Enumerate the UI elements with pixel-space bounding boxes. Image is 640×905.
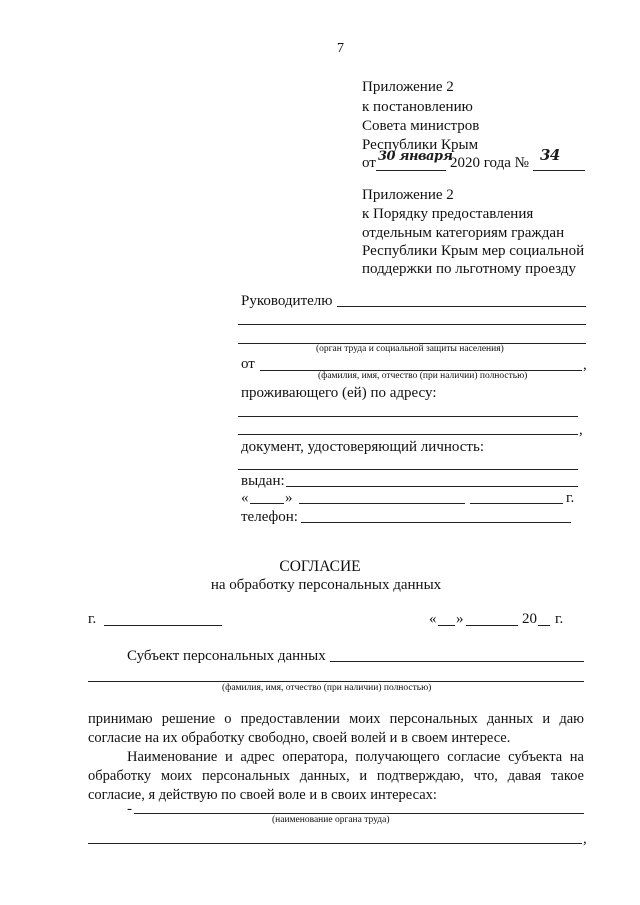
phone-label: телефон: [241, 509, 298, 525]
appendix-2-line: Республики Крым мер социальной [362, 243, 585, 259]
year-prefix: 20 [522, 611, 537, 627]
to-field-line-2[interactable] [238, 324, 586, 325]
appendix-1-line: Совета министров [362, 118, 480, 134]
to-label: Руководителю [241, 293, 333, 309]
handwritten-date: 30 января [378, 149, 453, 164]
fio-caption: (фамилия, имя, отчество (при наличии) полностью) [318, 371, 528, 381]
issue-date-close-quote: » [285, 490, 293, 506]
document-subtitle: на обработку персональных данных [210, 577, 442, 593]
to-field[interactable] [337, 306, 586, 307]
address-field-line-1[interactable] [238, 416, 578, 417]
appendix-2-line: поддержки по льготному проезду [362, 261, 577, 277]
issue-day-field[interactable] [250, 503, 284, 504]
page-number: 7 [337, 41, 344, 56]
quote-open: « [429, 611, 437, 627]
city-field[interactable] [104, 625, 222, 626]
city-prefix: г. [88, 611, 97, 627]
paragraph-1-line-1: принимаю решение о предоставлении моих персональных данных и даю [88, 711, 584, 727]
document-label: документ, удостоверяющий личность: [241, 439, 484, 455]
issued-label: выдан: [241, 473, 285, 489]
date-year-number: 2020 года № [450, 155, 529, 171]
number-underline [533, 170, 585, 171]
operator-address-field[interactable] [88, 843, 582, 844]
paragraph-2-line-3: согласие, я действую по своей воле и в своих интересах: [88, 787, 437, 803]
from-comma: , [583, 357, 587, 373]
org-caption: (орган труда и социальной защиты населения) [316, 344, 504, 354]
address-comma: , [579, 422, 583, 438]
appendix-2-line: отдельным категориям граждан [362, 225, 565, 241]
subject-field-line-2[interactable] [88, 681, 584, 682]
year-suffix: г. [555, 611, 564, 627]
quote-close: » [456, 611, 464, 627]
operator-field[interactable] [134, 813, 584, 814]
subject-field[interactable] [330, 661, 584, 662]
paragraph-2-line-2: обработку моих персональных данных, и подтверждаю, что, давая такое [88, 768, 584, 784]
appendix-1-line: к постановлению [362, 99, 473, 115]
issue-date-open-quote: « [241, 490, 249, 506]
address-label: проживающего (ей) по адресу: [241, 385, 437, 401]
date-underline [376, 170, 446, 171]
operator-caption: (наименование органа труда) [272, 815, 390, 825]
subject-label: Субъект персональных данных [127, 648, 326, 664]
paragraph-2-line-1: Наименование и адрес оператора, получающего согласие субъекта на [127, 749, 584, 765]
document-field[interactable] [238, 469, 578, 470]
appendix-2-line: к Порядку предоставления [362, 206, 534, 222]
year-field[interactable] [538, 625, 550, 626]
operator-dash: - [127, 801, 132, 817]
issued-field[interactable] [286, 486, 578, 487]
appendix-2-line: Приложение 2 [362, 187, 454, 203]
address-field-line-2[interactable] [238, 434, 578, 435]
paragraph-1-line-2: согласие на их обработку свободно, своей волей и в своем интересе. [88, 730, 511, 746]
day-field[interactable] [438, 625, 455, 626]
from-label: от [241, 356, 255, 372]
issue-year-suffix: г. [566, 490, 575, 506]
month-field[interactable] [466, 625, 518, 626]
appendix-1-line: Приложение 2 [362, 79, 454, 95]
date-prefix: от [362, 155, 376, 171]
issue-year-field[interactable] [470, 503, 563, 504]
operator-comma: , [583, 831, 587, 847]
document-title: СОГЛАСИЕ [279, 558, 361, 575]
handwritten-number: 34 [540, 146, 560, 164]
subject-caption: (фамилия, имя, отчество (при наличии) полностью) [222, 683, 432, 693]
phone-field[interactable] [301, 522, 571, 523]
issue-month-field[interactable] [299, 503, 465, 504]
appendix-1-line: Республики Крым [362, 137, 479, 153]
